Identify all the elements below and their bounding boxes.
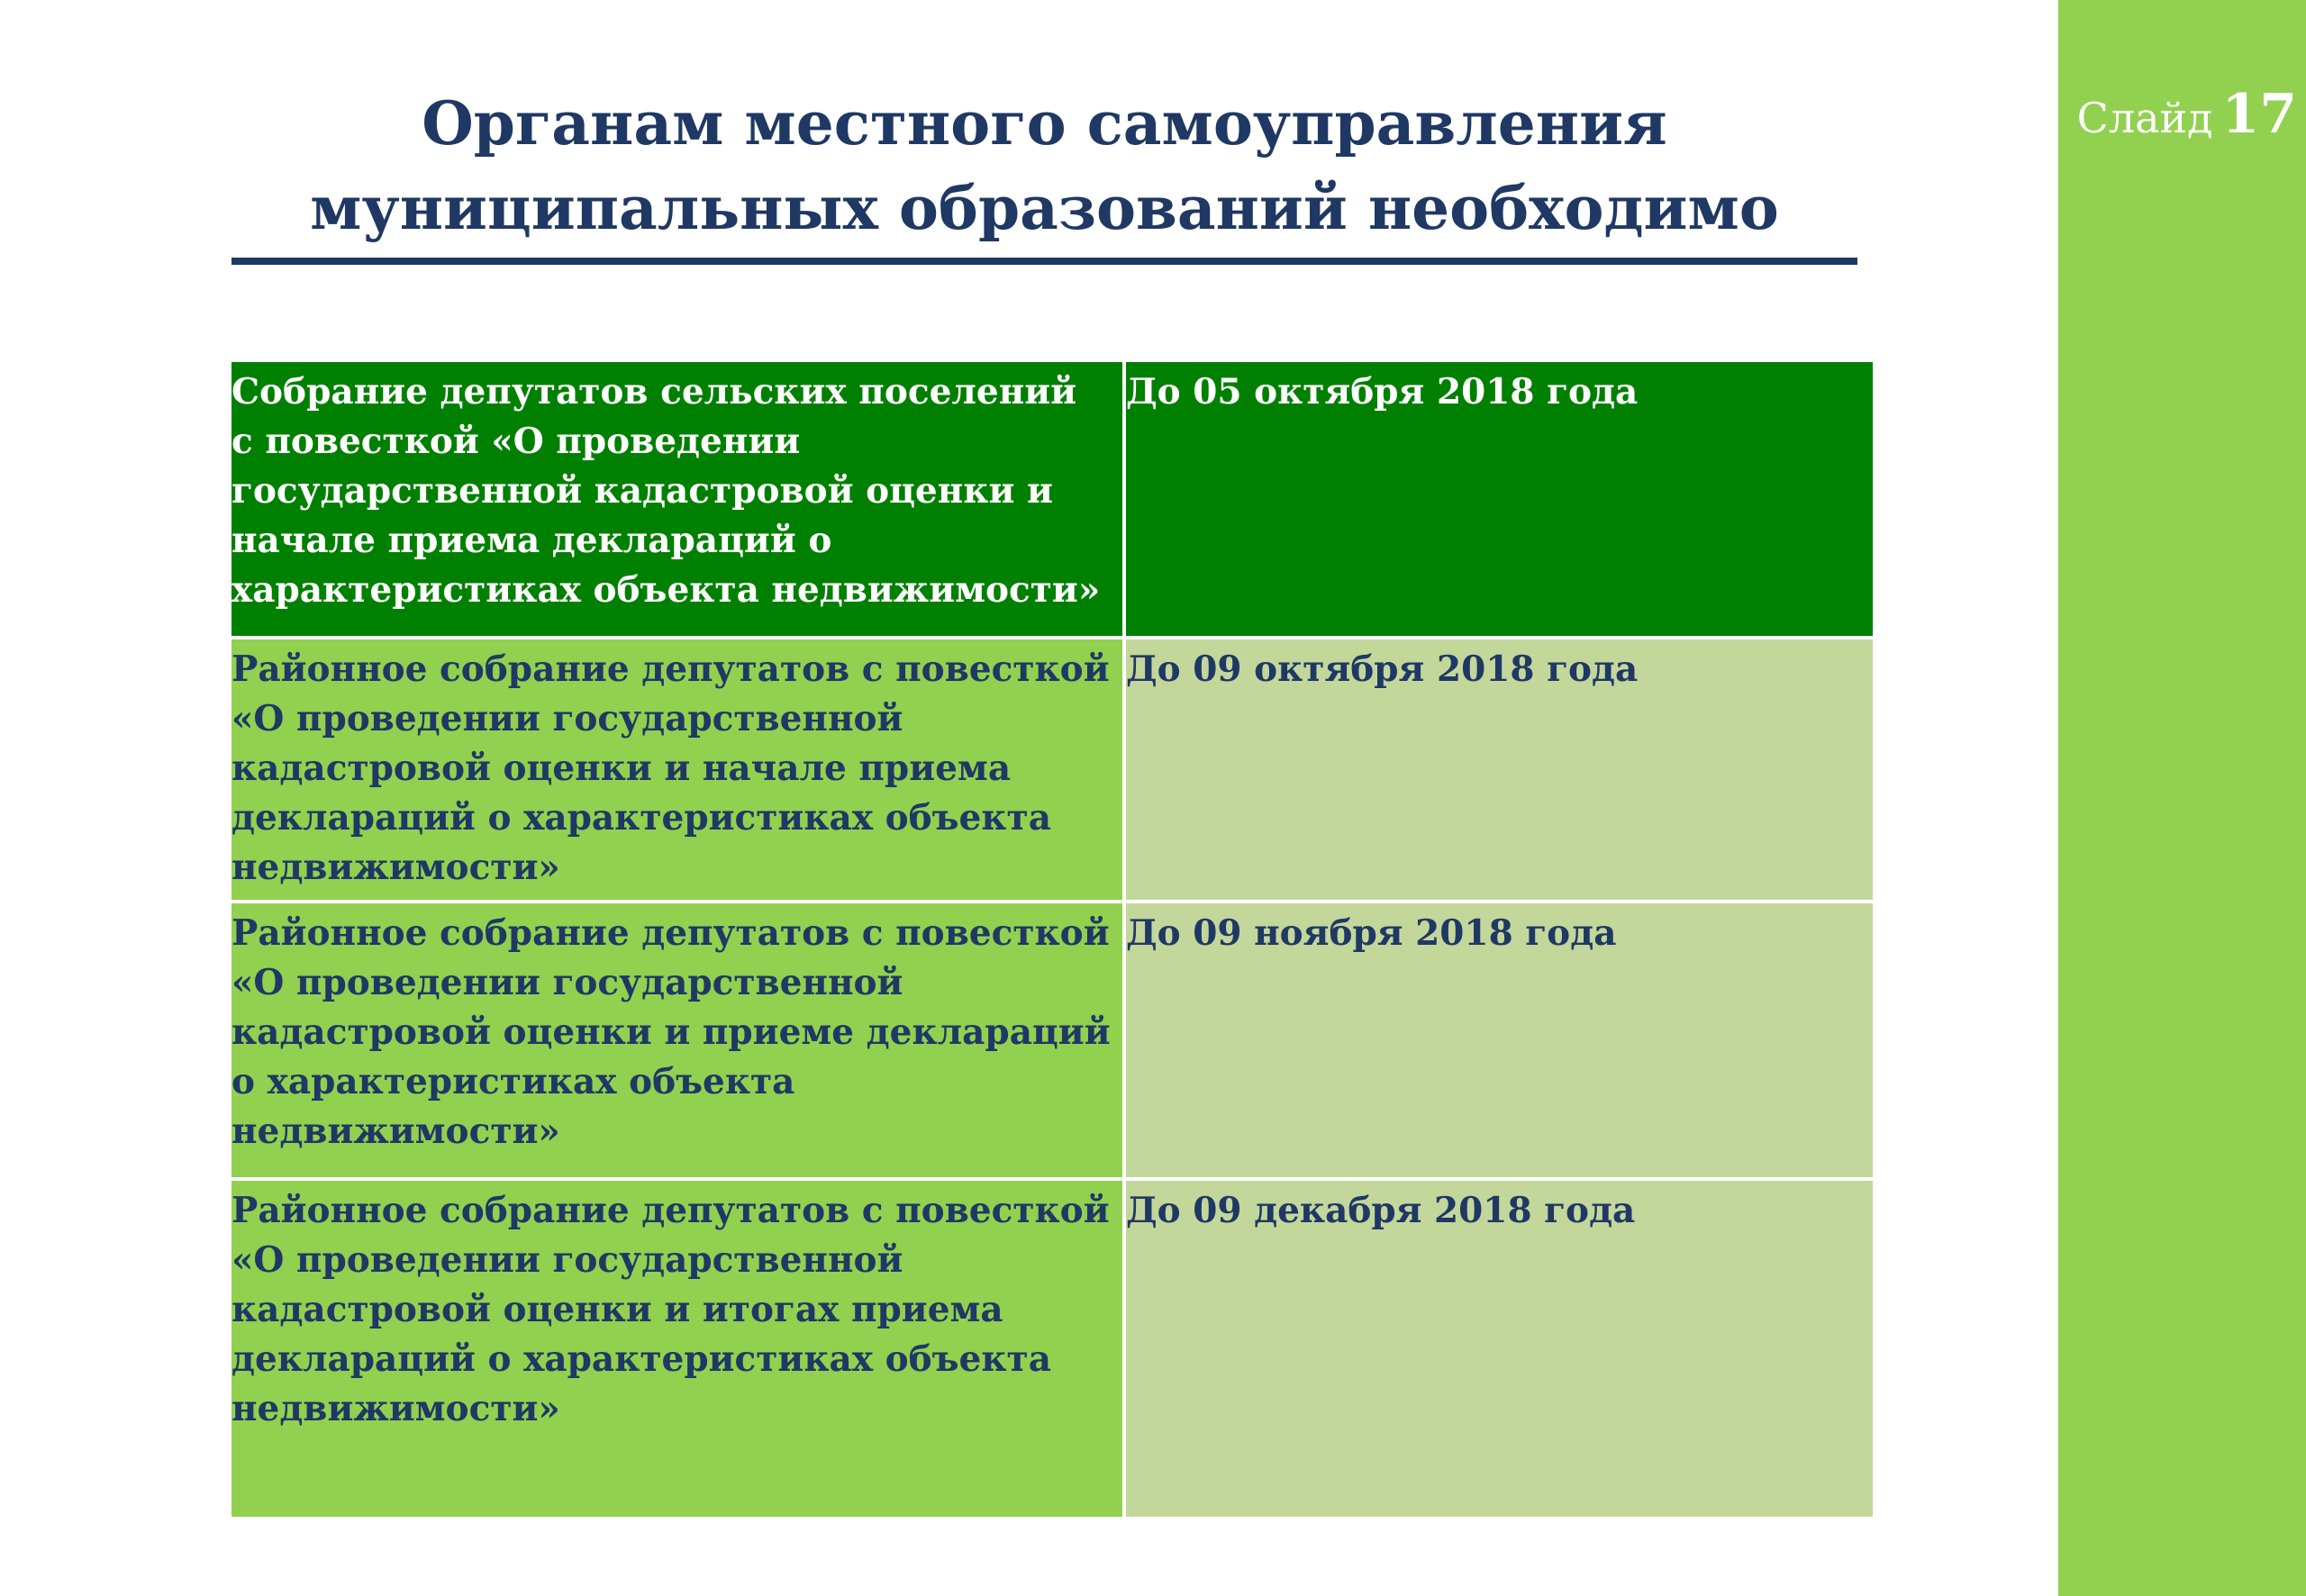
side-accent-bar — [2058, 0, 2306, 1596]
event-cell: Собрание депутатов сельских поселений с повесткой «О проведении государственной кадастровой оценки и начале приема деклараций о характеристиках объекта недвижимости» — [232, 362, 1126, 639]
event-cell: Районное собрание депутатов с повесткой «О проведении государственной кадастровой оценки и приеме деклараций о характеристиках объекта недвижимости» — [232, 903, 1126, 1181]
date-cell: До 09 декабря 2018 года — [1126, 1181, 1873, 1517]
date-cell: До 05 октября 2018 года — [1126, 362, 1873, 639]
slide-label-word: Слайд — [2076, 94, 2213, 142]
date-cell: До 09 октября 2018 года — [1126, 639, 1873, 903]
title-underline — [232, 258, 1857, 265]
event-cell: Районное собрание депутатов с повесткой «О проведении государственной кадастровой оценки и начале приема деклараций о характеристиках объекта недвижимости» — [232, 639, 1126, 903]
event-cell: Районное собрание депутатов с повесткой «О проведении государственной кадастровой оценки и итогах приема деклараций о характеристиках объекта недвижимости» — [232, 1181, 1126, 1517]
schedule-table — [232, 362, 1873, 1517]
title-line-1: Органам местного самоуправления — [422, 88, 1667, 159]
slide-title — [232, 81, 1857, 250]
title-line-2: муниципальных образований необходимо — [310, 173, 1779, 243]
slide-label-number: 17 — [2221, 83, 2297, 146]
slide-number-label — [2058, 83, 2297, 146]
date-cell: До 09 ноября 2018 года — [1126, 903, 1873, 1181]
